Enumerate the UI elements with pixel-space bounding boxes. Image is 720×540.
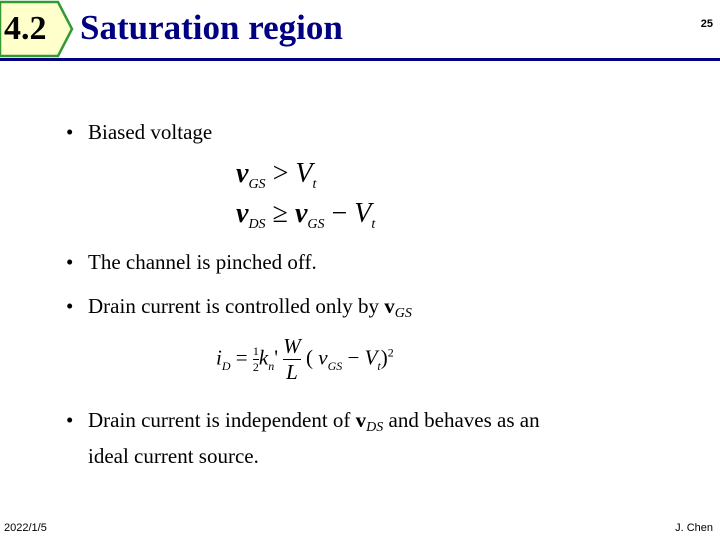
- formula-op: −: [331, 198, 348, 229]
- bullet-dot: •: [66, 120, 74, 144]
- bullet-var: v: [384, 294, 395, 318]
- formula-var: v: [318, 345, 328, 370]
- formula-exponent: 2: [387, 345, 394, 360]
- bullet-dot: •: [66, 250, 74, 274]
- bullet-text: Drain current is controlled only by: [88, 294, 385, 318]
- formula-var: v: [236, 198, 249, 229]
- bullet-dot: •: [66, 294, 74, 318]
- formula-vgs-gt-vt: [236, 158, 316, 190]
- bullet-sub: GS: [394, 306, 412, 321]
- formula-paren: (: [305, 345, 313, 370]
- formula-paren: ): [380, 345, 388, 370]
- bullet-var: v: [355, 408, 367, 432]
- footer-date: 2022/1/5: [4, 522, 47, 534]
- bullet-text: The channel is pinched off.: [88, 250, 317, 274]
- bullet-text: Biased voltage: [88, 120, 213, 144]
- formula-sub: D: [221, 359, 231, 374]
- fraction-w-over-l: [283, 334, 301, 385]
- slide-title: Saturation region: [80, 8, 343, 47]
- formula-var: v: [294, 198, 308, 229]
- formula-var: V: [354, 198, 372, 229]
- formula-op: −: [347, 345, 360, 370]
- formula-sub: GS: [307, 217, 325, 232]
- slide-number: 25: [700, 18, 713, 30]
- bullet-channel-pinched: [66, 248, 317, 277]
- section-number: 4.2: [4, 10, 47, 47]
- section-badge: [0, 0, 72, 62]
- formula-op: =: [235, 345, 248, 370]
- formula-var: i: [216, 345, 222, 370]
- frac-den: L: [286, 360, 298, 384]
- bullet-controlled-by-vgs: [66, 292, 412, 328]
- bullet-text: ideal current source.: [88, 444, 259, 468]
- formula-drain-current: [216, 334, 394, 385]
- frac-den: 2: [252, 360, 259, 374]
- formula-var: v: [236, 158, 249, 189]
- formula-sub: t: [371, 217, 376, 232]
- formula-var: V: [295, 158, 313, 189]
- formula-sub: t: [377, 359, 381, 374]
- bullet-text: and behaves as an: [383, 408, 540, 432]
- frac-num: 1: [252, 344, 259, 358]
- frac-num: W: [283, 334, 301, 358]
- formula-prime: ': [274, 345, 278, 370]
- bullet-text: Drain current is independent of: [88, 408, 356, 432]
- bullet-dot: •: [66, 408, 74, 432]
- formula-var: V: [364, 345, 378, 370]
- footer-author: J. Chen: [675, 522, 713, 534]
- bullet-sub: DS: [366, 420, 384, 435]
- formula-sub: GS: [327, 359, 343, 374]
- formula-sub: n: [268, 359, 275, 374]
- formula-vds-ge: [236, 198, 375, 230]
- formula-sub: GS: [248, 177, 266, 192]
- formula-op: ≥: [272, 198, 288, 229]
- formula-sub: DS: [248, 217, 266, 232]
- bullet-biased-voltage: [66, 118, 212, 147]
- title-underline: [0, 58, 720, 61]
- formula-var: k: [258, 345, 269, 370]
- formula-op: >: [272, 158, 289, 189]
- formula-sub: t: [312, 177, 317, 192]
- bullet-independent-of-vds: [66, 406, 540, 471]
